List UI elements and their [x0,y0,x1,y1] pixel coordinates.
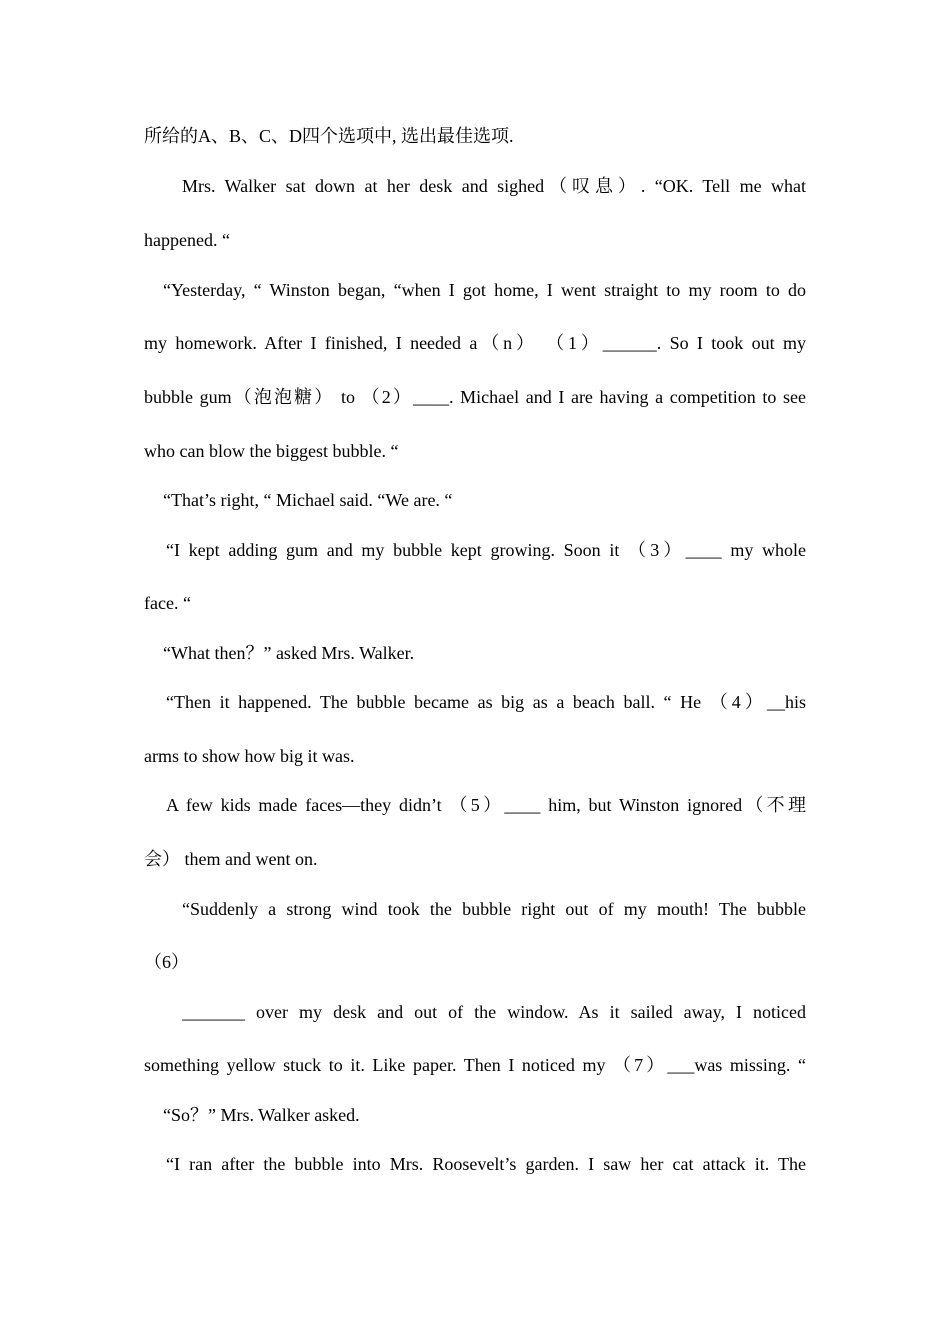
paragraph-line: “So？” Mrs. Walker asked. [163,1105,360,1125]
paragraph-line: “That’s right, “ Michael said. “We are. “ [163,490,453,510]
paragraph-line: face. “ [144,593,191,613]
paragraph-line: （6） [144,952,189,972]
instruction-line: 所给的A、B、C、D四个选项中, 选出最佳选项. [144,126,514,146]
paragraph-line: A few kids made faces—they didn’t （5）____ him, but Winston ignored（不理 [166,795,806,815]
paragraph-line: “Then it happened. The bubble became as big as a beach ball. “ He （4）__his [166,692,806,712]
paragraph-line: Mrs. Walker sat down at her desk and sighed（叹息）. “OK. Tell me what [182,176,806,196]
paragraph-line: “Yesterday, “ Winston began, “when I got home, I went straight to my room to do [163,280,806,300]
paragraph-line: happened. “ [144,230,230,250]
paragraph-line: my homework. After I finished, I needed a（n） （1）______. So I took out my [144,333,806,353]
paragraph-line: “I ran after the bubble into Mrs. Roosevelt’s garden. I saw her cat attack it. The [166,1154,806,1174]
paragraph-line: “Suddenly a strong wind took the bubble right out of my mouth! The bubble [182,899,806,919]
paragraph-line: “What then？” asked Mrs. Walker. [163,643,415,663]
paragraph-line: “I kept adding gum and my bubble kept growing. Soon it （3）____ my whole [166,540,806,560]
paragraph-line: arms to show how big it was. [144,746,355,766]
paragraph-line: something yellow stuck to it. Like paper. Then I noticed my （7）___was missing. “ [144,1055,806,1075]
paragraph-line: 会） them and went on. [144,849,318,869]
paragraph-line: _______ over my desk and out of the window. As it sailed away, I noticed [182,1002,806,1022]
paragraph-line: who can blow the biggest bubble. “ [144,441,399,461]
paragraph-line: bubble gum（泡泡糖） to （2）____. Michael and I are having a competition to see [144,387,806,407]
